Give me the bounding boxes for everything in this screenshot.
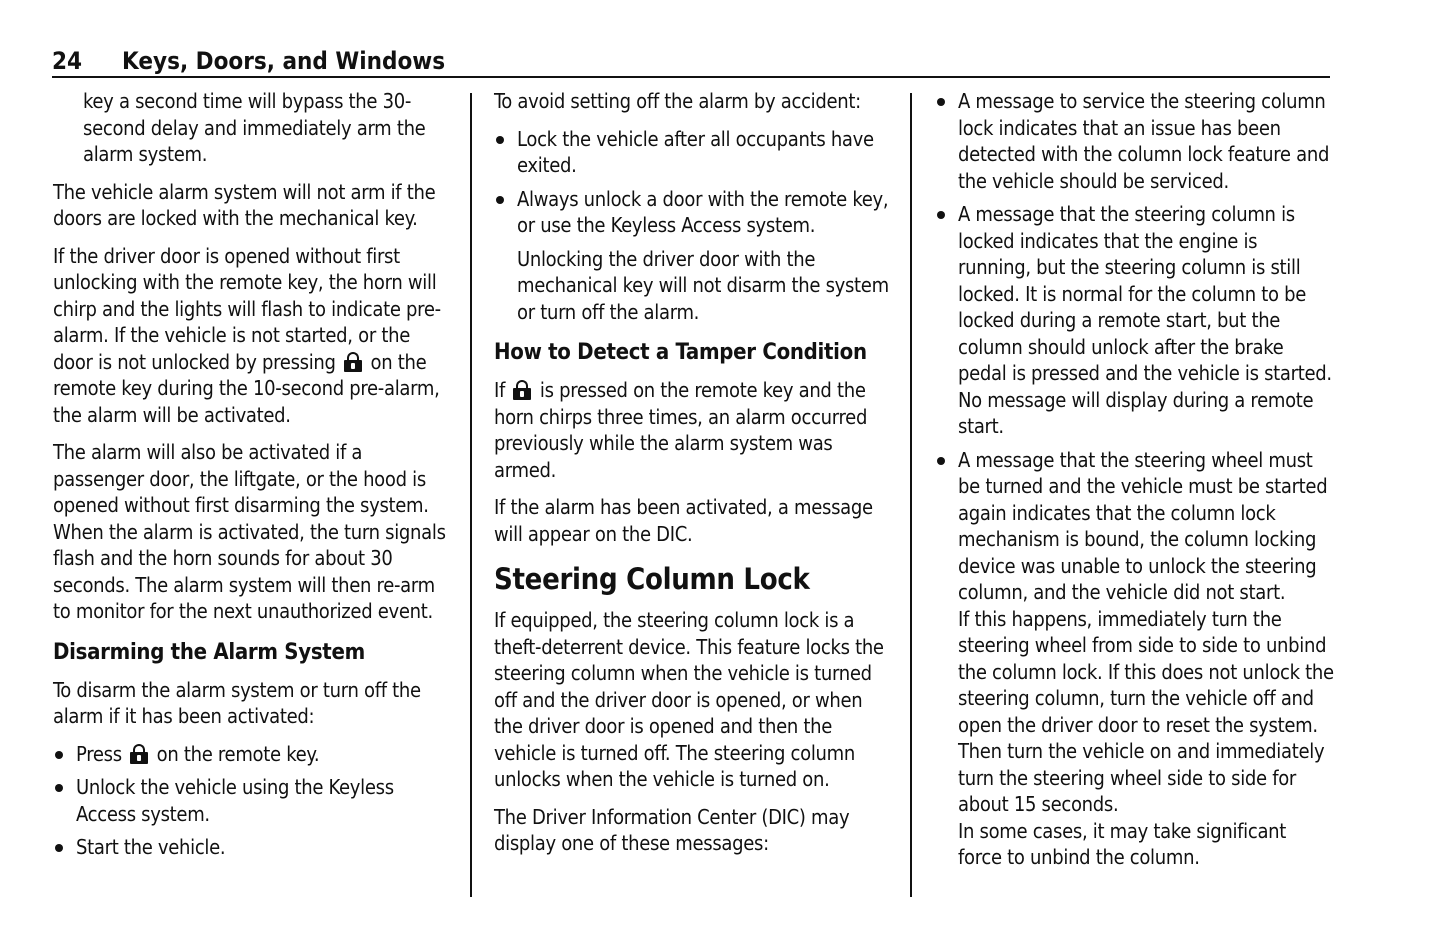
tamper-text-a: If [494,378,506,402]
dic-alarm-paragraph: If the alarm has been activated, a message will appear on the DIC. [494,495,873,546]
column-3 [935,88,1335,878]
list-item: Lock the vehicle after all occupants have exited. [494,126,894,179]
column-1 [53,88,453,868]
tamper-paragraph [494,377,894,483]
unlock-note-paragraph: Unlocking the driver door with the mechanical key will not disarm the system or turn off the alarm. [517,246,889,324]
tamper-heading: How to Detect a Tamper Condition [494,340,867,365]
turn-wheel-text-c: In some cases, it may take significant force to unbind the column. [958,818,1287,869]
mechanical-key-paragraph: The vehicle alarm system will not arm if the doors are locked with the mechanical key. [53,179,436,230]
list-item: Start the vehicle. [53,834,453,861]
section-title: Keys, Doors, and Windows [122,47,446,75]
avoid-alarm-paragraph: To avoid setting off the alarm by accident: [494,89,861,113]
column-divider-left [470,93,472,897]
disarm-intro-paragraph: To disarm the alarm system or turn off the alarm if it has been activated: [53,677,421,728]
dic-messages-paragraph: The Driver Information Center (DIC) may display one of these messages: [494,804,850,855]
continued-paragraph: key a second time will bypass the 30-second delay and immediately arm the alarm system. [83,89,426,166]
alarm-activated-paragraph: The alarm will also be activated if a passenger door, the liftgate, or the hood is opened without first disarming the system. When the alarm is activated, the turn signals flash and the horn sounds for about 30 seconds. The alarm system will then re-arm to monitor for the next unauthorized event. [53,440,446,623]
steering-lock-paragraph: If equipped, the steering column lock is a theft-deterrent device. This feature locks the steering column when the vehicle is turned off and the driver door is opened, or when the driver door is opened and then the vehicle is turned off. The steering column unlocks when the vehicle is turned on. [494,608,884,791]
column-2 [494,88,894,868]
tamper-text-b: is pressed on the remote key and the horn chirps three times, an alarm occurred previously while the alarm system was armed. [494,378,868,482]
column-divider-right [910,93,912,897]
pre-alarm-paragraph [53,243,453,429]
steering-column-lock-heading: Steering Column Lock [494,562,810,596]
turn-wheel-text-b: If this happens, immediately turn the steering wheel from side to side to unbind the column lock. If this does not unlock the steering column, turn the vehicle off and open the driver door to reset the system. Then turn the vehicle on and immediately turn the steering wheel side to side for about 15 seconds. [958,606,1334,816]
list-item: A message to service the steering column lock indicates that an issue has been detected with the column lock feature and the vehicle should be serviced. [935,88,1335,194]
list-item [935,447,1335,871]
lock-icon [513,380,531,400]
disarming-heading: Disarming the Alarm System [53,639,365,665]
pre-alarm-text-a: If the driver door is opened without first unlocking with the remote key, the horn will chirp and the lights will flash to indicate pre-alarm. If the vehicle is not started, or the door is not unlocked by pressing [53,243,441,374]
press-text-a: Press [76,741,122,766]
lock-icon [130,744,148,764]
list-item: A message that the steering column is locked indicates that the engine is running, but the steering column is still locked. It is normal for the column to be locked during a remote start, but the column should unlock after the brake pedal is pressed and the vehicle is started. No message will display during a remote start. [935,201,1335,440]
turn-wheel-text-a: A message that the steering wheel must be turned and the vehicle must be started again indicates that the column lock mechanism is bound, the column locking device was unable to unlock the steering column, and the vehicle did not start. [958,447,1328,604]
lock-icon [344,352,362,372]
press-text-b: on the remote key. [156,741,320,766]
pre-alarm-text-b: on the remote key during the 10-second pre-alarm, the alarm will be activated. [53,349,440,427]
page-header [52,40,1330,78]
list-item: Unlock the vehicle using the Keyless Access system. [53,774,453,827]
list-item [53,741,453,768]
page-number: 24 [52,47,83,75]
list-item: Always unlock a door with the remote key, or use the Keyless Access system. [494,186,894,239]
